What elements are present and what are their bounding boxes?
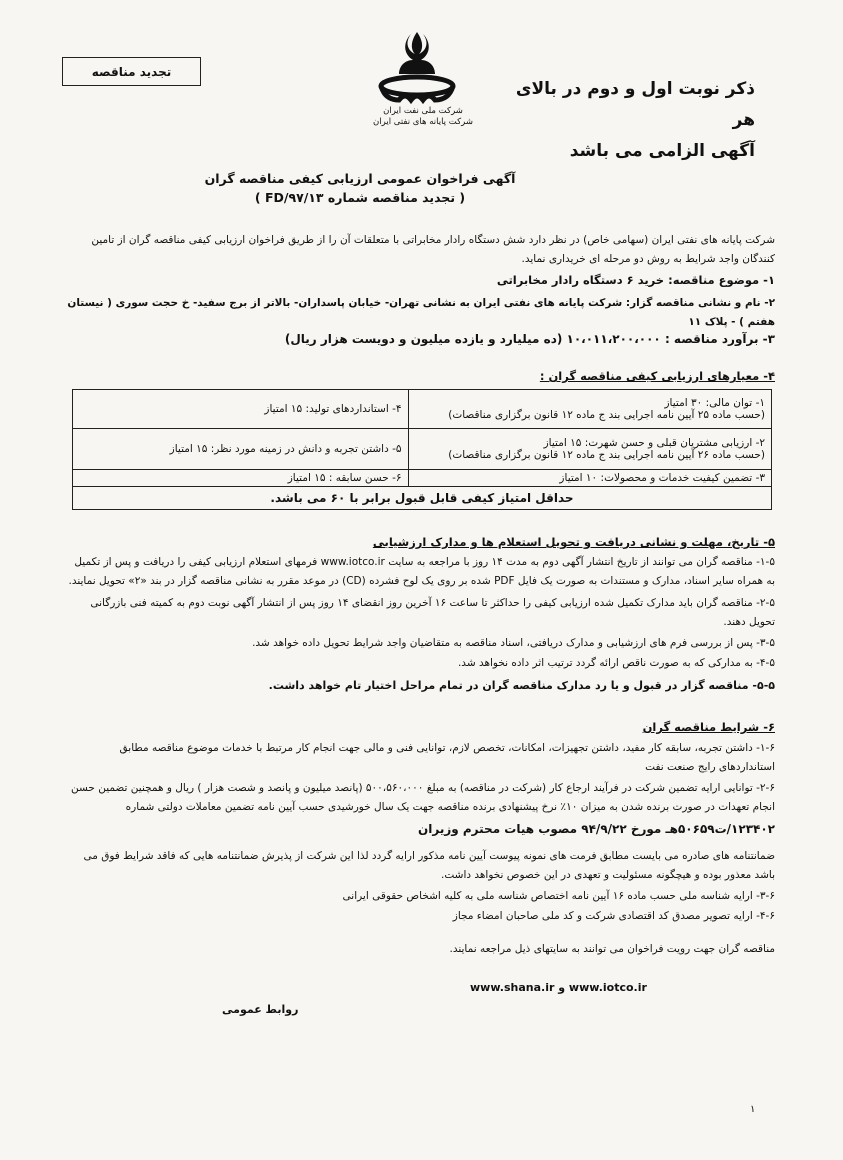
page-number: ۱ — [750, 1104, 756, 1115]
section-5-3: ۳-۵- پس از بررسی فرم های ارزشیابی و مدارک دریافتی، اسناد مناقصه به متقاضیان واجد شرایط تحویل داده خواهد شد. — [252, 637, 775, 649]
section-1-subject: ۱- موضوع مناقصه: خرید ۶ دستگاه رادار مخابراتی — [496, 273, 775, 287]
signature-public-relations: روابط عمومی — [222, 1003, 299, 1016]
renewal-label: تجدید مناقصه — [91, 64, 172, 79]
website-links: www.shana.ir و www.iotco.ir — [470, 981, 647, 994]
logo-line-1: شرکت ملی نفت ایران — [383, 106, 463, 116]
criteria-reputation-note: (حسب ماده ۲۶ آیین نامه اجرایی بند ج ماده ۱۲ قانون برگزاری مناقصات) — [448, 449, 765, 461]
criteria-minimum: حداقل امتیاز کیفی قابل قبول برابر با ۶۰ می باشد. — [73, 487, 772, 510]
criteria-financial — [408, 390, 771, 429]
criteria-experience: ۵- داشتن تجربه و دانش در زمینه مورد نظر: ۱۵ امتیاز — [73, 429, 409, 470]
section-5-heading: ۵- تاریخ، مهلت و نشانی دریافت و تحویل استعلام ها و مدارک ارزشیابی — [372, 535, 775, 549]
section-4-heading: ۴- معیارهای ارزیابی کیفی مناقصه گران : — [539, 369, 775, 383]
nioc-logo — [355, 28, 485, 138]
criteria-row-1 — [73, 390, 772, 429]
header-note-line-1: ذکر نوبت اول و دوم در بالای هر — [515, 79, 755, 130]
criteria-row-2 — [73, 429, 772, 470]
section-5-1: ۱-۵- مناقصه گران می توانند از تاریخ انتشار آگهی دوم به مدت ۱۴ روز با مراجعه به سایت www.iotco.ir فرمهای استعلام ارزیابی کیفی را دریافت و پس از تکمیل به همراه سایر اسناد، مدارک و مستندات به صورت یک فایل PDF شده بر روی یک لوح فشرده (CD) در موعد مقرر به نشانی مناقصه گزار در بند «۲» تحویل نمایند. — [68, 556, 775, 587]
section-6-heading: ۶- شرایط مناقصه گران — [642, 720, 775, 734]
section-2-address: ۲- نام و نشانی مناقصه گزار: شرکت پایانه های نفتی ایران به نشانی تهران- خیابان پاسداران- بالاتر از برج سفید- خ حجت سوری ( نیستان هفتم ) - پلاک ۱۱ — [67, 297, 775, 328]
criteria-reputation — [408, 429, 771, 470]
tender-number: ( تجدید مناقصه شماره ۹۷/۱۳/FD ) — [254, 190, 466, 205]
section-5-2: ۲-۵- مناقصه گران باید مدارک تکمیل شده ارزیابی کیفی را حداکثر تا ساعت ۱۶ آخرین روز انقضای ۱۴ روز پس از انتشار آگهی نوبت دوم به کمیته فنی بازرگانی تحویل دهند. — [90, 597, 775, 628]
header-note-line-2: آگهی الزامی می باشد — [569, 141, 755, 161]
section-6-2-guarantee: ضمانتنامه های صادره می بایست مطابق فرمت های نمونه پیوست آیین نامه مذکور ارایه گردد لذا این شرکت از پذیرش ضمانتنامه هایی که فاقد شرایط فوق می باشد معذور بوده و هیچگونه مسئولیت و تعهدی در این خصوص نخواهد داشت. — [83, 850, 775, 881]
section-6-2: ۲-۶- توانایی ارایه تضمین شرکت در فرآیند ارجاع کار (شرکت در مناقصه) به مبلغ ۵۰۰،۵۶۰،۰۰۰ (پانصد میلیون و پانصد و شصت هزار ) ریال و همچنین تضمین حسن انجام تعهدات در صورت برنده شدن به میزان ۱۰٪ نرخ پیشنهادی برنده مناقصه جهت یک سال خورشیدی حسب آیین نامه تضمین معاملات دولتی شماره — [71, 782, 775, 813]
criteria-quality: ۳- تضمین کیفیت خدمات و محصولات: ۱۰ امتیاز — [408, 470, 771, 487]
criteria-standards: ۴- استانداردهای تولید: ۱۵ امتیاز — [73, 390, 409, 429]
closing-note: مناقصه گران جهت رویت فراخوان می توانند به سایتهای ذیل مراجعه نمایند. — [449, 943, 775, 955]
page-title: آگهی فراخوان عمومی ارزیابی کیفی مناقصه گران — [204, 171, 516, 186]
criteria-reputation-title: ۲- ارزیابی مشتریان قبلی و حسن شهرت: ۱۵ امتیاز — [543, 437, 765, 449]
header-note — [495, 74, 755, 167]
criteria-history: ۶- حسن سابقه : ۱۵ امتیاز — [73, 470, 409, 487]
section-6-4: ۴-۶- ارایه تصویر مصدق کد اقتصادی شرکت و کد ملی صاحبان امضاء مجاز — [452, 910, 775, 922]
renewal-label-box — [62, 57, 201, 86]
section-6-3: ۳-۶- ارایه شناسه ملی حسب ماده ۱۶ آیین نامه اختصاص شناسه ملی به کلیه اشخاص حقوقی ایرانی — [342, 890, 775, 902]
criteria-financial-title: ۱- توان مالی: ۳۰ امتیاز — [664, 397, 765, 409]
criteria-table — [72, 389, 772, 510]
criteria-row-3 — [73, 470, 772, 487]
section-3-estimate: ۳- برآورد مناقصه : ۱۰،۰۱۱،۲۰۰،۰۰۰ (ده میلیارد و یازده میلیون و دویست هزار ریال) — [284, 332, 775, 346]
section-5-5: ۵-۵- مناقصه گزار در قبول و یا رد مدارک مناقصه گران در تمام مراحل اختیار تام خواهد داشت. — [268, 679, 775, 692]
section-6-1: ۱-۶- داشتن تجربه، سابقه کار مفید، داشتن تجهیزات، امکانات، تخصص لازم، توانایی فنی و مالی جهت انجام کار مرتبط با خدمات موضوع مناقصه مطابق استانداردهای رایج صنعت نفت — [119, 742, 775, 773]
section-6-2-regulation: ۱۲۳۴۰۲/ت۵۰۶۵۹هـ مورخ ۹۴/۹/۲۲ مصوب هیات محترم وزیران — [418, 822, 775, 836]
criteria-row-min — [73, 487, 772, 510]
intro-paragraph: شرکت پایانه های نفتی ایران (سهامی خاص) در نظر دارد شش دستگاه رادار مخابراتی با متعلقات آن را از طریق فراخوان ارزیابی کیفی مناقصه گران از تامین کنندگان واجد شرایط به روش دو مرحله ای خریداری نماید. — [91, 234, 775, 265]
criteria-financial-note: (حسب ماده ۲۵ آیین نامه اجرایی بند ج ماده ۱۲ قانون برگزاری مناقصات) — [448, 409, 765, 421]
logo-line-2: شرکت پایانه های نفتی ایران — [373, 117, 473, 127]
section-5-4: ۴-۵- به مدارکی که به صورت ناقص ارائه گردد ترتیب اثر داده نخواهد شد. — [457, 657, 775, 669]
